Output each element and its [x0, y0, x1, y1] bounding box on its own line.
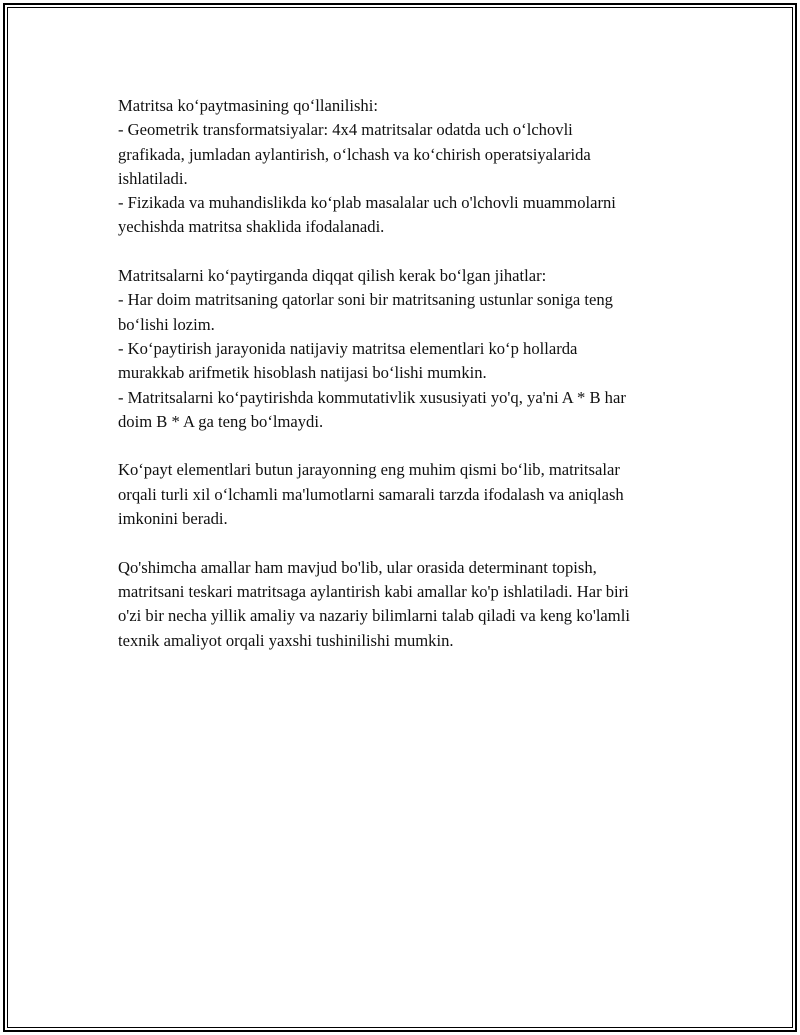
text-line: Matritsa koʻpaytmasining qoʻllanilishi:	[118, 96, 378, 115]
text-line: matritsani teskari matritsaga aylantirish kabi amallar ko'p ishlatiladi. Har biri	[118, 581, 629, 601]
text-line: o'zi bir necha yillik amaliy va nazariy bilimlarni talab qiladi va keng ko'lamli	[118, 606, 630, 626]
text-line: Matritsalarni koʻpaytirganda diqqat qilish kerak boʻlgan jihatlar:	[118, 266, 547, 286]
paragraph-applications	[118, 94, 688, 240]
paragraph-considerations	[118, 264, 688, 434]
text-line: ishlatiladi.	[118, 168, 188, 188]
text-line: - Fizikada va muhandislikda koʻplab masalalar uch o'lchovli muammolarni	[118, 193, 616, 213]
text-line: imkonini beradi.	[118, 509, 228, 529]
text-line: - Koʻpaytirish jarayonida natijaviy matritsa elementlari koʻp hollarda	[118, 338, 578, 358]
text-line: orqali turli xil oʻlchamli ma'lumotlarni samarali tarzda ifodalash va aniqlash	[118, 484, 624, 504]
text-line: murakkab arifmetik hisoblash natijasi boʻlishi mumkin.	[118, 363, 487, 383]
paragraph-product-elements	[118, 458, 688, 531]
text-line: - Matritsalarni koʻpaytirishda kommutativlik xususiyati yo'q, ya'ni A * B har	[118, 387, 626, 407]
text-line: doim B * A ga teng boʻlmaydi.	[118, 411, 324, 431]
text-line: - Har doim matritsaning qatorlar soni bir matritsaning ustunlar soniga teng	[118, 290, 613, 310]
document-body	[118, 94, 688, 677]
text-line: yechishda matritsa shaklida ifodalanadi.	[118, 217, 385, 237]
paragraph-additional-operations	[118, 556, 688, 653]
text-line: Qo'shimcha amallar ham mavjud bo'lib, ular orasida determinant topish,	[118, 557, 597, 577]
text-line: boʻlishi lozim.	[118, 314, 215, 334]
text-line: texnik amaliyot orqali yaxshi tushinilishi mumkin.	[118, 630, 454, 650]
text-line: - Geometrik transformatsiyalar: 4x4 matritsalar odatda uch oʻlchovli	[118, 120, 573, 140]
text-line: grafikada, jumladan aylantirish, oʻlchash va koʻchirish operatsiyalarida	[118, 144, 591, 164]
text-line: Koʻpayt elementlari butun jarayonning eng muhim qismi boʻlib, matritsalar	[118, 460, 620, 480]
